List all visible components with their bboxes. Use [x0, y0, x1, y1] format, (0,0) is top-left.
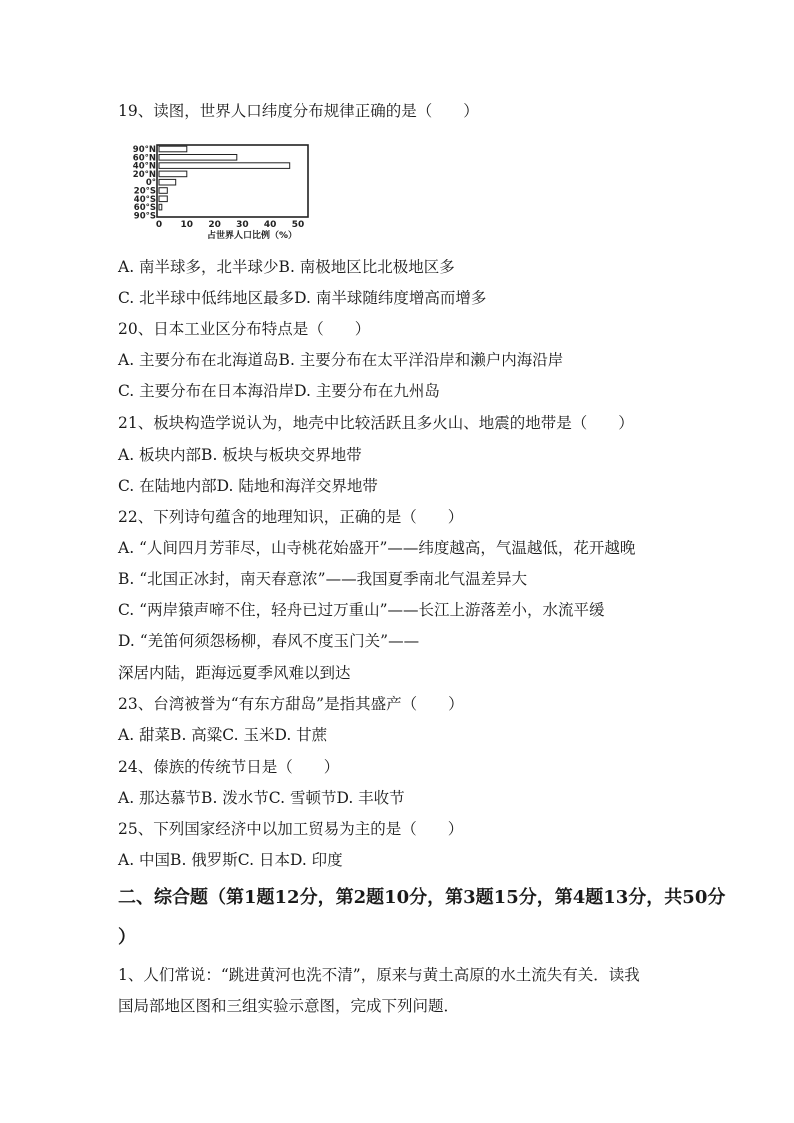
- q21-stem: 21、板块构造学说认为，地壳中比较活跃且多火山、地震的地带是（ ）: [118, 414, 634, 432]
- q20-options-ab: A. 主要分布在北海道岛B. 主要分布在太平洋沿岸和濑户内海沿岸: [118, 351, 564, 369]
- q22-option-b: B. “北国正冰封，南天春意浓”——我国夏季南北气温差异大: [118, 570, 528, 588]
- chart-y-label: 40°S: [133, 194, 156, 205]
- chart-bar: [159, 179, 176, 185]
- chart-bar: [159, 204, 162, 210]
- chart-bar: [159, 155, 237, 161]
- chart-y-label: 20°S: [133, 186, 156, 197]
- q22-option-d-cont: 深居内陆，距海远夏季风难以到达: [118, 664, 351, 682]
- latitude-population-chart: [126, 141, 366, 241]
- section2-heading-cont: ）: [118, 927, 136, 948]
- q20-stem: 20、日本工业区分布特点是（ ）: [118, 320, 371, 338]
- q22-stem: 22、下列诗句蕴含的地理知识，正确的是（ ）: [118, 508, 464, 526]
- chart-y-label: 60°N: [132, 153, 156, 164]
- chart-y-label: 90°S: [133, 211, 156, 222]
- chart-bar: [159, 188, 167, 194]
- q24-options: A. 那达慕节B. 泼水节C. 雪顿节D. 丰收节: [118, 789, 405, 807]
- q23-options: A. 甜菜B. 高粱C. 玉米D. 甘蔗: [118, 726, 328, 744]
- chart-y-label: 0°: [145, 178, 156, 189]
- chart-x-tick: 30: [236, 220, 249, 230]
- q22-option-d: D. “羌笛何须怨杨柳，春风不度玉门关”——: [118, 632, 420, 650]
- chart-y-label: 20°N: [132, 169, 156, 180]
- q24-stem: 24、傣族的传统节日是（ ）: [118, 758, 340, 776]
- q21-options-ab: A. 板块内部B. 板块与板块交界地带: [118, 446, 362, 464]
- q25-options: A. 中国B. 俄罗斯C. 日本D. 印度: [118, 851, 343, 869]
- chart-y-label: 40°N: [132, 161, 156, 172]
- q19-options-ab: A. 南半球多，北半球少B. 南极地区比北极地区多: [118, 258, 455, 276]
- chart-y-label: 60°S: [133, 203, 156, 214]
- q21-options-cd: C. 在陆地内部D. 陆地和海洋交界地带: [118, 477, 378, 495]
- chart-bar: [159, 171, 187, 177]
- chart-bar: [159, 163, 290, 169]
- q22-option-c: C. “两岸猿声啼不住，轻舟已过万重山”——长江上游落差小，水流平缓: [118, 601, 605, 619]
- q19-stem: 19、读图，世界人口纬度分布规律正确的是（ ）: [118, 102, 479, 120]
- q22-option-a: A. “人间四月芳菲尽，山寺桃花始盛开”——纬度越高，气温越低，花开越晚: [118, 539, 636, 557]
- q25-stem: 25、下列国家经济中以加工贸易为主的是（ ）: [118, 820, 464, 838]
- q19-options-cd: C. 北半球中低纬地区最多D. 南半球随纬度增高而增多: [118, 289, 487, 307]
- chart-x-tick: 40: [263, 220, 277, 230]
- q-s1-line2: 国局部地区图和三组实验示意图，完成下列问题．: [118, 997, 460, 1015]
- q23-stem: 23、台湾被誉为“有东方甜岛”是指其盛产（ ）: [118, 695, 464, 713]
- chart-xlabel: 占世界人口比例（%）: [206, 231, 298, 241]
- section2-heading: 二、综合题（第1题12分，第2题10分，第3题15分，第4题13分，共50分: [118, 887, 726, 908]
- chart-bar: [159, 146, 187, 152]
- chart-x-tick: 20: [208, 220, 221, 230]
- chart-y-label: 90°N: [132, 145, 156, 155]
- chart-x-tick: 0: [155, 220, 163, 230]
- chart-x-tick: 50: [291, 220, 305, 230]
- chart-bar: [159, 196, 167, 202]
- chart-x-tick: 10: [180, 220, 194, 230]
- q-s1-line1: 1、人们常说：“跳进黄河也洗不清”，原来与黄土高原的水土流失有关．读我: [118, 966, 640, 984]
- q20-options-cd: C. 主要分布在日本海沿岸D. 主要分布在九州岛: [118, 382, 440, 400]
